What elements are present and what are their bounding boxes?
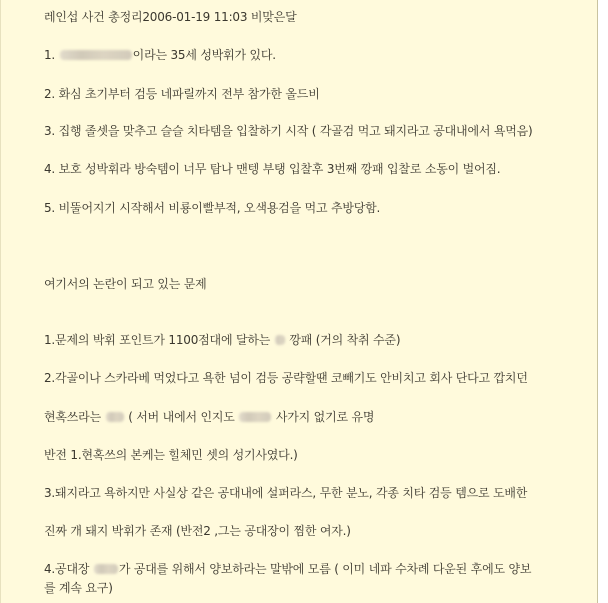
section-heading: 여기서의 논란이 되고 있는 문제: [44, 277, 207, 291]
list-item: 5. 비뚤어지기 시작해서 비룡이빨부적, 오색용검을 먹고 추방당함.: [44, 201, 381, 215]
list-item: 1.문제의 박휘 포인트가 1100점대에 달하는 깡패 (거의 착취 수준): [44, 333, 401, 347]
post-title: 레인섭 사건 총정리2006-01-19 11:03 비맞은달: [44, 10, 297, 24]
redacted-text: [239, 412, 271, 422]
list-item: 현혹쓰라는 ( 서버 내에서 인지도 사가지 없기로 유명: [44, 410, 375, 424]
list-item: 2. 화심 초기부터 검등 네파릴까지 전부 참가한 올드비: [44, 87, 320, 101]
redacted-name: [106, 412, 124, 422]
list-item: 4.공대장 가 공대를 위해서 양보하라는 말밖에 모름 ( 이미 네파 수차례 다운된 후에도 양보: [44, 562, 532, 576]
list-item: 1. 이라는 35세 성박휘가 있다.: [44, 48, 276, 62]
list-item: 를 계속 요구): [44, 581, 113, 595]
list-item: 반전 1.현혹쓰의 본케는 힐체민 셋의 성기사였다.): [44, 448, 298, 462]
page-scrollbar[interactable]: [598, 0, 608, 603]
list-item: 진짜 개 돼지 박휘가 존재 (반전2 ,그는 공대장이 찜한 여자.): [44, 524, 351, 538]
redacted-name: [275, 335, 285, 345]
list-item: 4. 보호 성박휘라 방숙템이 너무 탐나 맨텡 부탱 입찰후 3번째 깡패 입찰로 소동이 벌어짐.: [44, 162, 501, 176]
list-item: 3.돼지라고 욕하지만 사실상 같은 공대내에 설퍼라스, 무한 분노, 각종 치타 검등 템으로 도배한: [44, 486, 528, 500]
redacted-name: [94, 564, 118, 574]
redacted-name: [60, 50, 132, 60]
list-item: 2.각골이나 스카라베 먹었다고 욕한 넘이 검등 공략할땐 코빼기도 안비치고 회사 단다고 깝치던: [44, 371, 528, 385]
list-item: 3. 집행 졸셋을 맞추고 슬슬 치타템을 입찰하기 시작 ( 각골검 먹고 돼지라고 공대내에서 욕먹음): [44, 124, 533, 138]
